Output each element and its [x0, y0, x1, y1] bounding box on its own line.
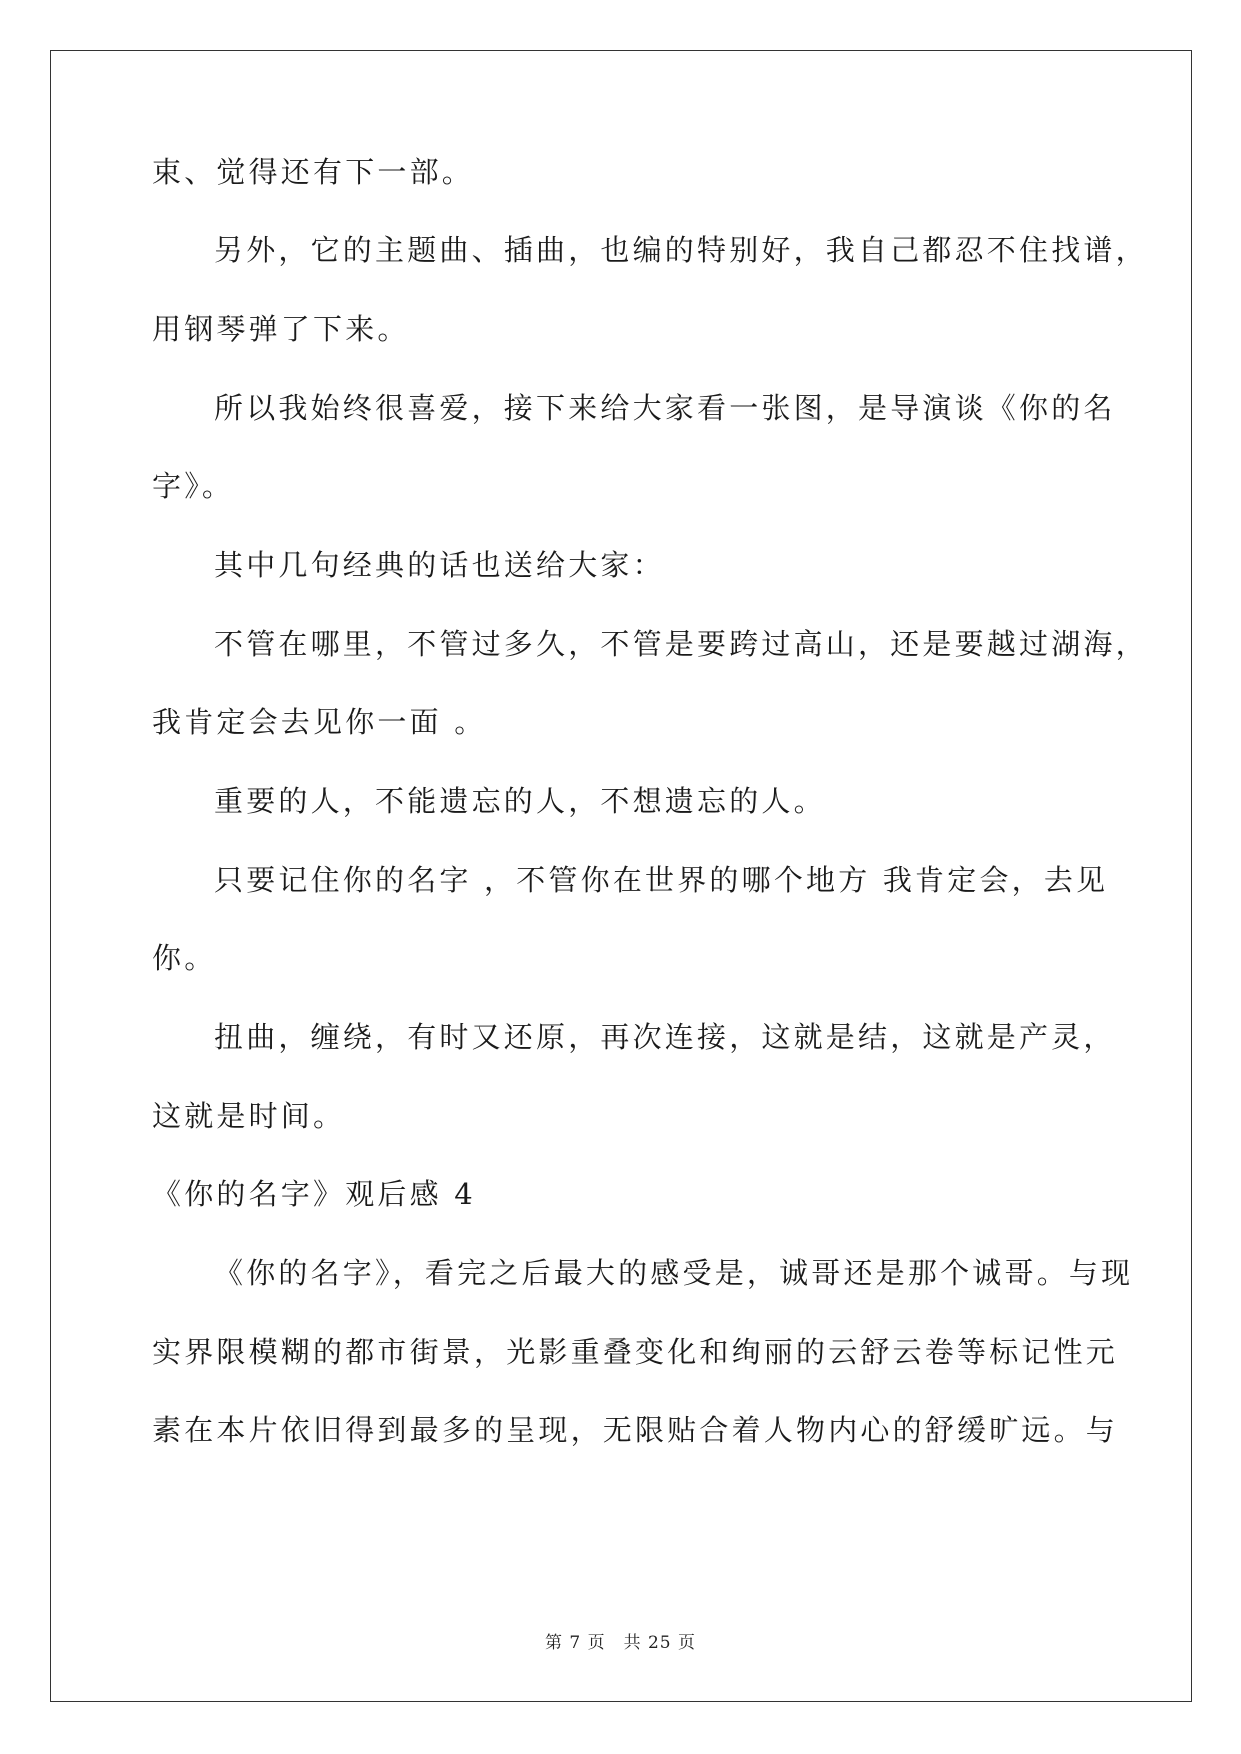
paragraph-line: 所以我始终很喜爱，接下来给大家看一张图，是导演谈《你的名 [214, 391, 1116, 425]
section-heading: 《你的名字》观后感 4 [152, 1177, 476, 1211]
text-line: 这就是时间。 [152, 1099, 346, 1133]
text-line: 你。 [152, 941, 217, 975]
text-line: 字》。 [152, 469, 235, 503]
paragraph-line: 只要记住你的名字 ，不管你在世界的哪个地方 我肯定会，去见 [214, 863, 1109, 897]
page-footer [0, 1628, 1241, 1653]
text-line: 束、觉得还有下一部。 [152, 155, 475, 189]
page-total: 共 25 页 [623, 1633, 697, 1653]
paragraph-line: 其中几句经典的话也送给大家： [214, 548, 665, 582]
paragraph-line: 另外，它的主题曲、插曲，也编的特别好，我自己都忍不住找谱， [214, 233, 1148, 267]
text-line: 实界限模糊的都市街景，光影重叠变化和绚丽的云舒云卷等标记性元 [152, 1335, 1119, 1369]
paragraph-line: 《你的名字》，看完之后最大的感受是，诚哥还是那个诚哥。与现 [214, 1256, 1134, 1290]
paragraph-line: 扭曲，缠绕，有时又还原，再次连接，这就是结，这就是产灵， [214, 1020, 1116, 1054]
text-line: 素在本片依旧得到最多的呈现，无限贴合着人物内心的舒缓旷远。与 [152, 1413, 1119, 1447]
text-line: 我肯定会去见你一面 。 [152, 705, 487, 739]
page-number: 第 7 页 [544, 1633, 606, 1653]
paragraph-line: 不管在哪里，不管过多久，不管是要跨过高山，还是要越过湖海， [214, 627, 1148, 661]
text-line: 用钢琴弹了下来。 [152, 312, 410, 346]
paragraph-line: 重要的人，不能遗忘的人，不想遗忘的人。 [214, 784, 826, 818]
